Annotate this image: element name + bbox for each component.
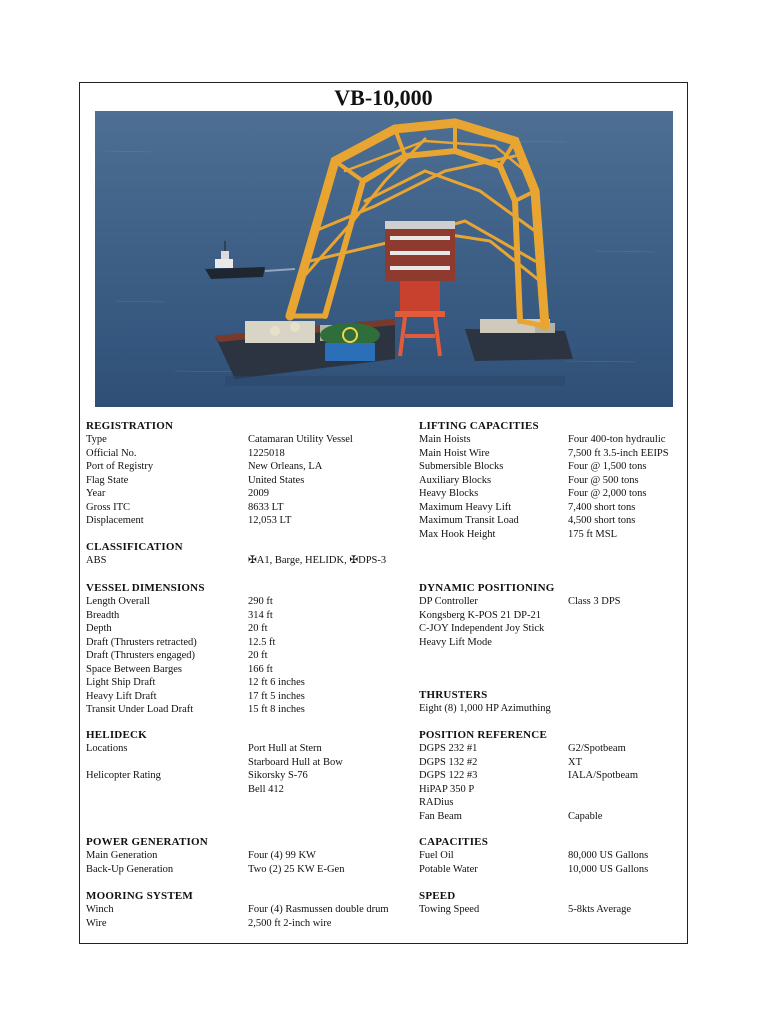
spec-value: Two (2) 25 KW E-Gen [248,863,345,875]
spec-value: Bell 412 [248,783,284,795]
spec-row [86,676,416,690]
spec-label: ABS [86,555,107,566]
spec-row [86,460,416,474]
spec-label: Length Overall [86,596,150,607]
spec-value: 10,000 US Gallons [568,863,649,875]
spec-row [419,501,681,515]
section-heading: LIFTING CAPACITIES [419,420,539,432]
spec-row [86,663,416,677]
spec-value: 2009 [248,488,269,499]
spec-row [419,742,681,756]
spec-value: Four @ 1,500 tons [568,461,647,472]
page-title: VB-10,000 [334,85,433,110]
spec-row [419,863,681,877]
spec-label: RADius [419,797,454,808]
spec-label: Port of Registry [86,461,154,472]
spec-label: Maximum Transit Load [419,515,519,526]
spec-row [86,649,416,663]
spec-row [419,595,681,609]
section-heading: CLASSIFICATION [86,541,183,553]
section-heading: MOORING SYSTEM [86,890,194,902]
spec-row [419,487,681,501]
spec-row [86,636,416,650]
section-heading: POWER GENERATION [86,836,208,848]
spec-label: C-JOY Independent Joy Stick [419,623,545,634]
spec-label: Heavy Lift Draft [86,690,157,702]
spec-value: 20 ft [248,623,268,634]
section-position-reference [419,728,681,823]
spec-value: 12,053 LT [248,515,292,526]
spec-row [86,622,416,636]
section-heading: VESSEL DIMENSIONS [86,582,205,594]
spec-row [419,769,681,783]
spec-value: United States [248,474,305,486]
spec-label: HiPAP 350 P [419,783,475,795]
spec-row [86,554,416,568]
spec-value: New Orleans, LA [248,461,323,472]
spec-label: Helicopter Rating [86,770,161,781]
spec-row [86,742,416,756]
spec-row [419,514,681,528]
spec-label: DP Controller [419,596,478,607]
section-capacities [419,835,681,876]
spec-label: Depth [86,623,112,634]
spec-value: Four (4) Rasmussen double drum [248,904,389,915]
spec-value: 7,400 short tons [568,501,636,513]
spec-label: Transit Under Load Draft [86,704,194,715]
spec-row [419,528,681,542]
section-speed [419,889,681,917]
spec-value: 290 ft [248,596,273,607]
spec-label: Official No. [86,447,137,459]
spec-value: Capable [568,810,603,822]
spec-label: Wire [86,917,107,929]
spec-label: Fuel Oil [419,850,454,861]
section-heading: REGISTRATION [86,420,174,432]
spec-label: Back-Up Generation [86,863,174,875]
section-heading: SPEED [419,890,456,902]
spec-row [419,756,681,770]
section-heading: THRUSTERS [419,689,488,701]
spec-label: Heavy Blocks [419,488,479,499]
spec-row [419,622,681,636]
spec-value: Starboard Hull at Bow [248,756,343,768]
spec-value: 2,500 ft 2-inch wire [248,917,332,929]
spec-label: Winch [86,904,114,915]
spec-label: Auxiliary Blocks [419,474,492,486]
section-lifting-capacities [419,419,681,541]
vessel-photo [95,111,673,407]
spec-label: Kongsberg K-POS 21 DP-21 [419,609,542,621]
spec-row [86,849,416,863]
spec-label [86,756,248,770]
spec-label: Towing Speed [419,904,480,915]
spec-row [419,903,681,917]
spec-label: Eight (8) 1,000 HP Azimuthing [419,703,551,714]
spec-value: 20 ft [248,650,268,661]
spec-value: Sikorsky S-76 [248,770,308,781]
spec-label: Locations [86,743,128,754]
section-heading: POSITION REFERENCE [419,729,547,741]
spec-row [86,433,416,447]
spec-value: 17 ft 5 inches [248,690,305,702]
spec-row [86,769,416,783]
section-registration [86,419,416,528]
spec-row [86,917,416,931]
spec-label: Main Generation [86,850,158,861]
spec-value: 80,000 US Gallons [568,850,649,861]
spec-value: 8633 LT [248,501,284,513]
spec-label: DGPS 122 #3 [419,770,478,781]
spec-row [86,447,416,461]
spec-label: Space Between Barges [86,663,183,675]
spec-label: Main Hoists [419,434,471,445]
spec-value: XT [568,756,582,768]
spec-value: 12.5 ft [248,636,276,648]
spec-label [86,783,248,797]
spec-value: 12 ft 6 inches [248,677,305,688]
spec-value: IALA/Spotbeam [568,770,638,781]
spec-row [86,690,416,704]
spec-label: Draft (Thrusters engaged) [86,650,196,661]
spec-row [86,595,416,609]
section-heading: DYNAMIC POSITIONING [419,582,555,594]
spec-label: DGPS 132 #2 [419,756,478,768]
section-dynamic-positioning [419,581,681,649]
spec-row [419,636,681,650]
spec-row [86,487,416,501]
spec-label: Fan Beam [419,810,462,822]
spec-value: 5-8kts Average [568,904,632,915]
vessel-illustration [95,111,673,407]
spec-value: G2/Spotbeam [568,743,626,754]
spec-label: Max Hook Height [419,528,496,540]
spec-row [419,783,681,797]
spec-value: 314 ft [248,609,273,621]
spec-label: Submersible Blocks [419,461,504,472]
spec-label: Year [86,488,106,499]
spec-value [568,796,680,810]
spec-label: Draft (Thrusters retracted) [86,636,197,648]
spec-row [419,447,681,461]
spec-value: ✠A1, Barge, HELIDK, ✠DPS-3 [248,555,387,566]
spec-value: 1225018 [248,447,285,459]
spec-row [419,849,681,863]
spec-value: Four 400-ton hydraulic [568,434,666,445]
spec-value: Four @ 2,000 tons [568,488,647,499]
section-heading: HELIDECK [86,729,147,741]
spec-row [86,703,416,717]
spec-row [86,474,416,488]
section-heading: CAPACITIES [419,836,489,848]
spec-label: Type [86,434,107,445]
spec-row [86,903,416,917]
spec-label: DGPS 232 #1 [419,743,478,754]
spec-label: Light Ship Draft [86,677,156,688]
spec-label: Displacement [86,515,144,526]
spec-value: 7,500 ft 3.5-inch EEIPS [568,447,669,459]
spec-row [419,702,681,716]
spec-row [419,474,681,488]
spec-value: Class 3 DPS [568,596,621,607]
spec-value [568,783,680,797]
spec-row [419,810,681,824]
helideck [320,323,380,361]
spec-value: 175 ft MSL [568,528,618,540]
spec-value: Port Hull at Stern [248,743,322,754]
spec-row [86,863,416,877]
section-helideck [86,728,416,796]
spec-value: 15 ft 8 inches [248,704,305,715]
spec-label: Maximum Heavy Lift [419,501,512,513]
spec-label: Gross ITC [86,501,131,513]
spec-value: Four @ 500 tons [568,474,639,486]
spec-row [86,501,416,515]
spec-value: Catamaran Utility Vessel [248,434,353,445]
spec-label: Main Hoist Wire [419,447,490,459]
spec-value: Four (4) 99 KW [248,850,316,861]
spec-row [419,796,681,810]
spec-row [419,609,681,623]
spec-row [419,433,681,447]
section-classification [86,540,416,568]
spec-row [86,514,416,528]
spec-label: Heavy Lift Mode [419,636,492,648]
spec-row [86,756,416,770]
spec-row [86,783,416,797]
spec-label: Flag State [86,474,129,486]
spec-row [86,609,416,623]
section-mooring-system [86,889,416,930]
spec-label: Potable Water [419,863,478,875]
section-power-generation [86,835,416,876]
spec-row [419,460,681,474]
section-thrusters [419,688,681,716]
spec-label: Breadth [86,609,120,621]
spec-value: 166 ft [248,663,273,675]
section-vessel-dimensions [86,581,416,717]
spec-value: 4,500 short tons [568,515,636,526]
